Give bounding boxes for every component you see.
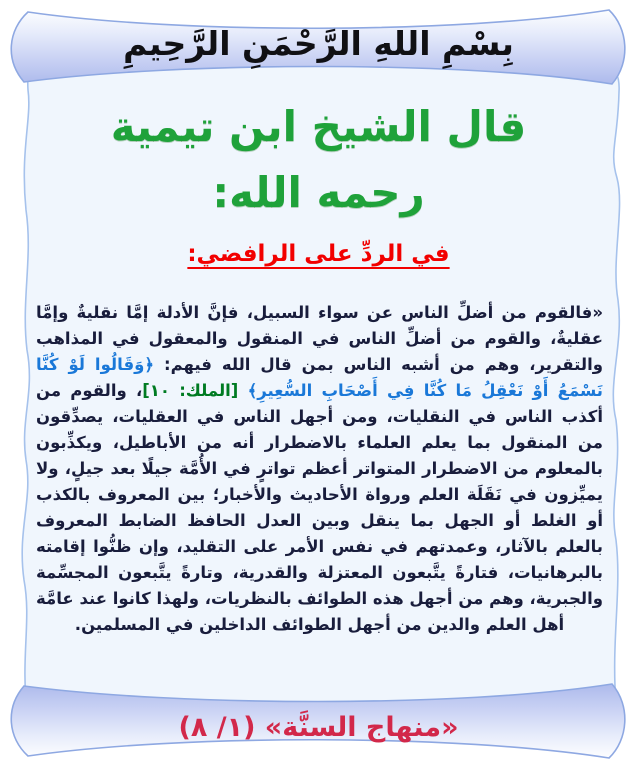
section-heading: [0, 241, 637, 267]
title-line-2: رحمه الله:: [212, 168, 425, 217]
quote-body: [36, 300, 603, 716]
title-line-1: قال الشيخ ابن تيمية: [110, 102, 527, 151]
quote-title: [0, 94, 637, 226]
verse-reference: [الملك: ١٠]: [142, 380, 248, 400]
quran-verse: ﴿وَقَالُوا لَوْ كُنَّا نَسْمَعُ أَوْ نَعْقِلُ مَا كُنَّا فِي أَصْحَابِ السُّعِيرِ﴾: [36, 354, 603, 400]
body-text: «فالقوم من أضلِّ الناس عن سواء السبيل، فإنَّ الأدلة إمَّا نقليةٌ وإمَّا عقليةٌ، والقوم من أضلِّ الناس في المنقول والمعقول في المذاهب والتقرير، وهم من أشبه الناس بمن قال الله فيهم:: [36, 302, 603, 374]
section-heading-text: في الردِّ على الرافضي:: [187, 241, 450, 267]
body-text-continued: ، والقوم من أكذب الناس في النقليات، ومن أجهل الناس في العقليات، يصدِّقون من المنقول بما يعلم العلماء بالاضطرار أنه من الأباطيل، ويكذِّبون بالمعلوم من الاضطرار المتواتر أعظم تواترٍ في الأُمَّة جيلًا بعد جيلٍ، ولا يميِّزون في نَقَلَة العلم ورواة الأحاديث والأخبار؛ بين المعروف بالكذب أو الغلط أو الجهل بما ينقل وبين العدل الحافظ الضابط المعروف بالعلم بالآثار، وعمدتهم في نفس الأمر على التقليد، وإن ظنُّوا إقامته بالبرهانيات، فتارةً يتَّبعون المعتزلة والقدرية، وتارةً يتَّبعون المجسِّمة والجبرية، وهم من أجهل هذه الطوائف بالنظريات، ولهذا كانوا عند عامَّة أهل العلم والدين من أجهل الطوائف الداخلين في المسلمين.: [36, 380, 603, 634]
citation-footer: «منهاج السنَّة» (١/ ٨): [178, 712, 459, 743]
bismillah-calligraphy: بِسْمِ اللهِ الرَّحْمَنِ الرَّحِيمِ: [123, 24, 514, 63]
